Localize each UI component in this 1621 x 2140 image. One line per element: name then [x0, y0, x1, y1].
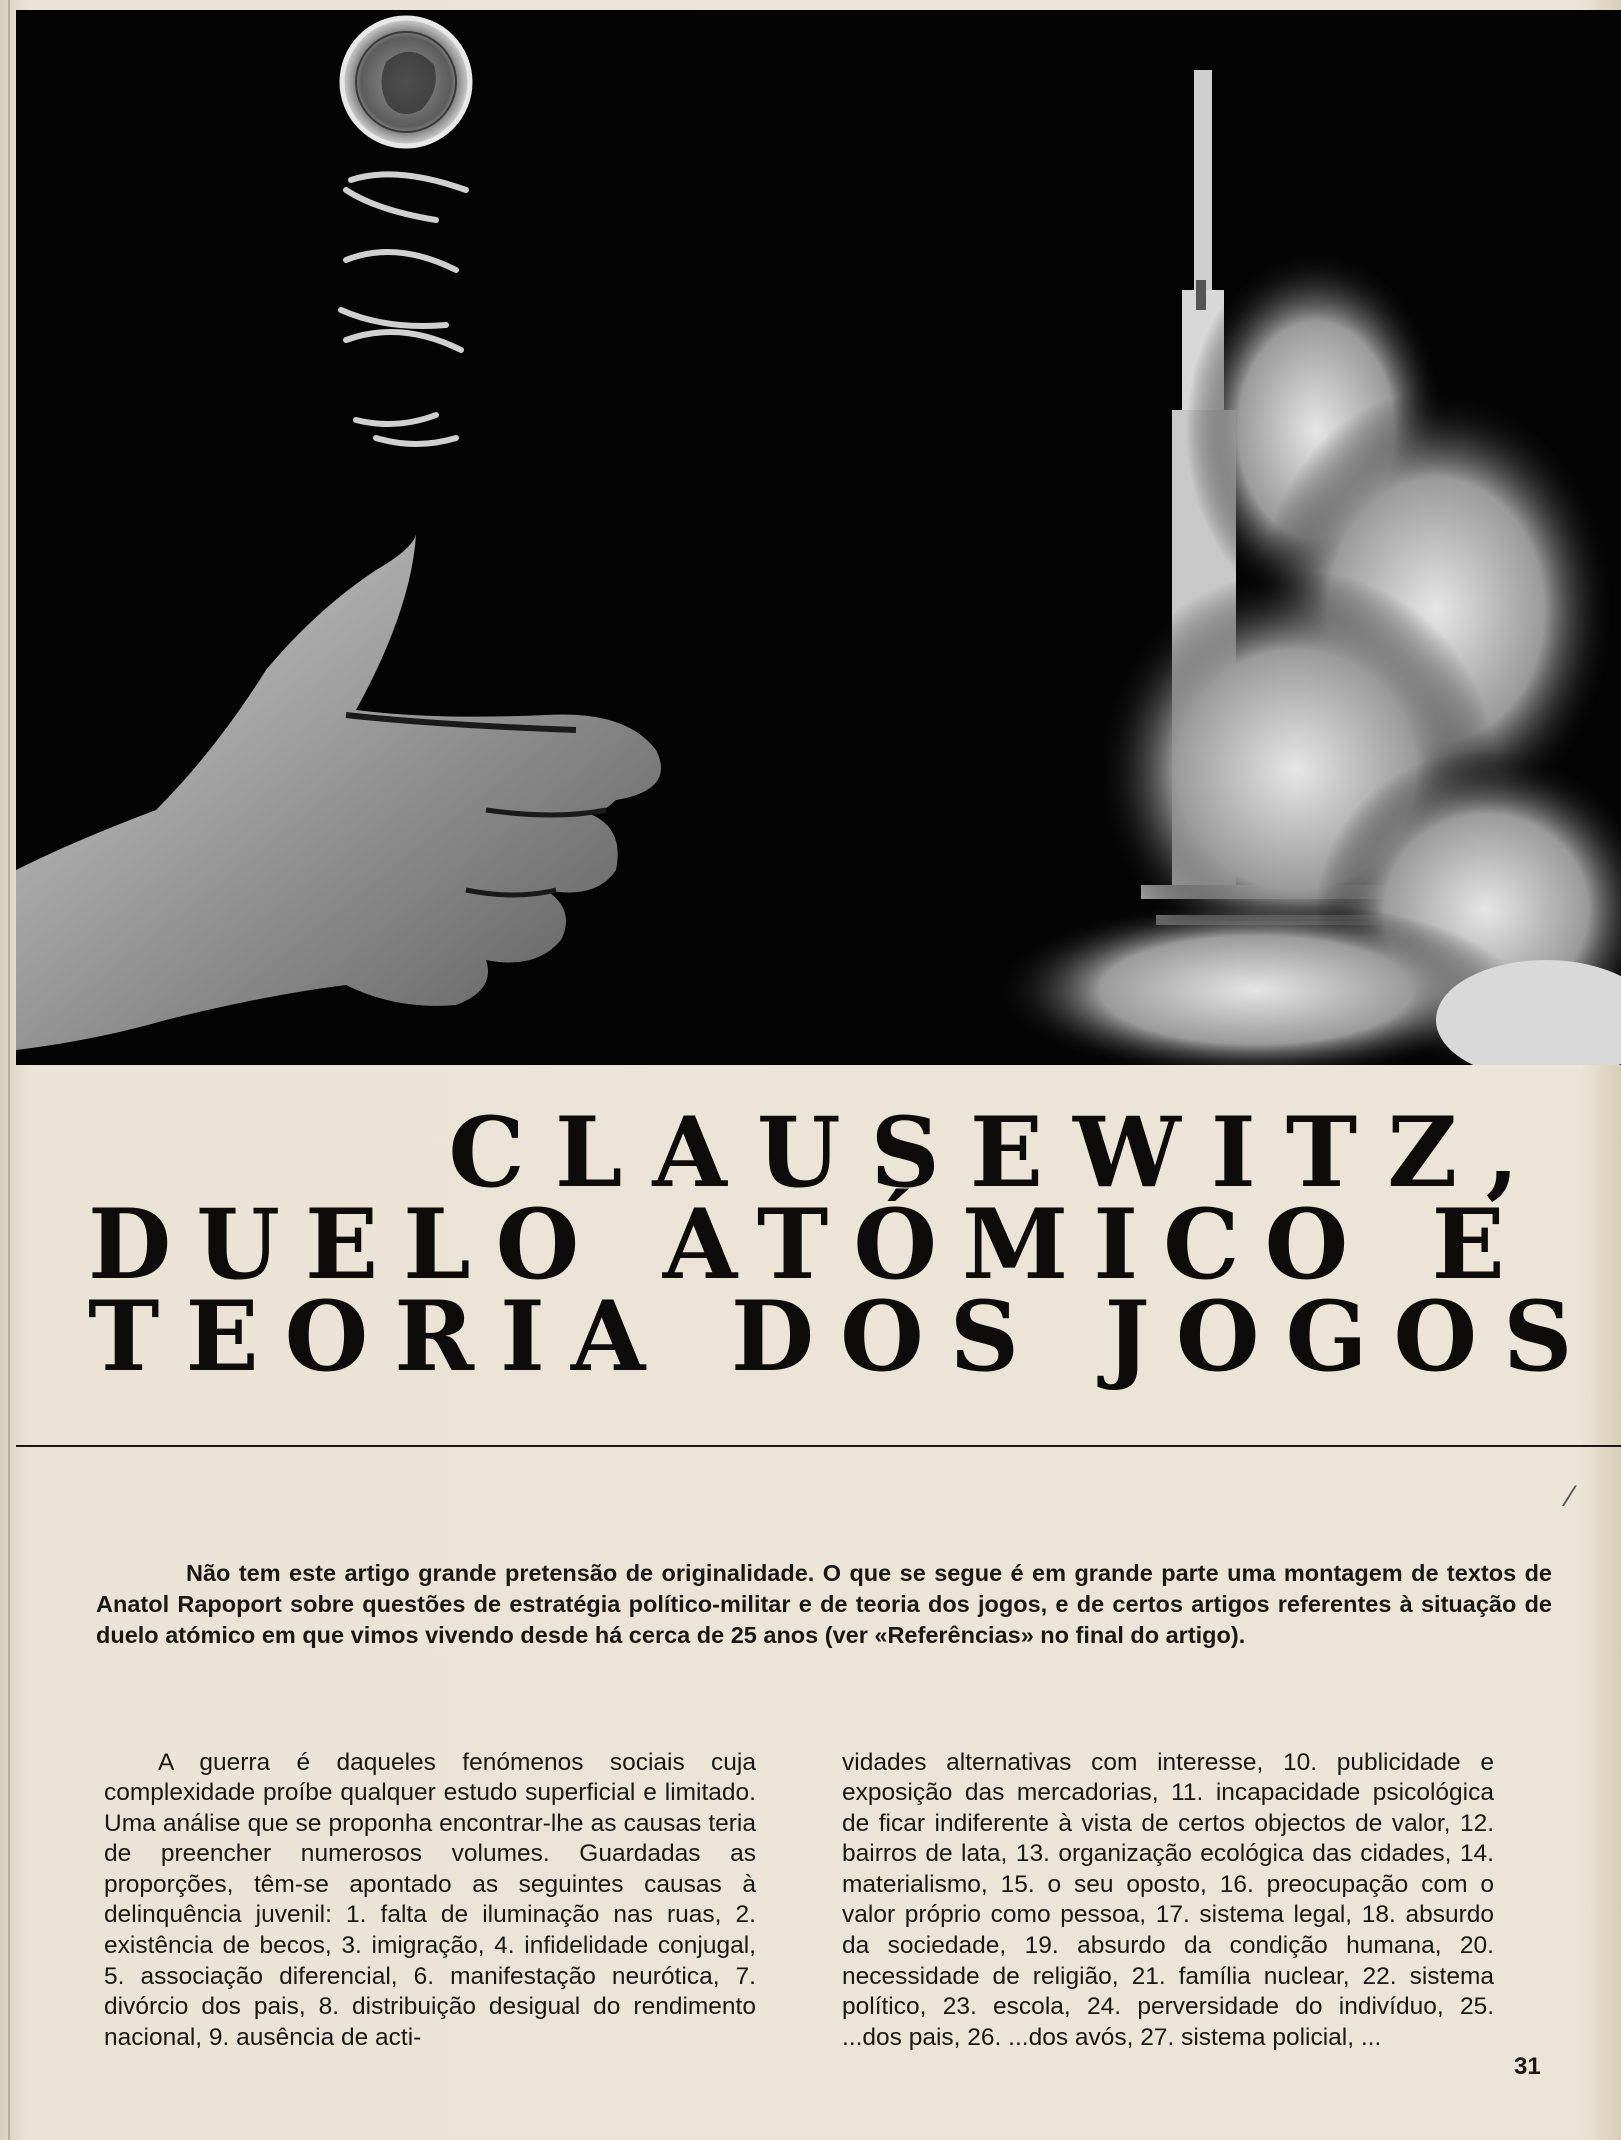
launch-smoke	[996, 250, 1621, 1065]
page-number: 31	[1514, 2053, 1541, 2080]
stray-mark: ⁄	[1568, 1480, 1574, 1513]
title-line-1: CLAUSEWITZ,	[448, 1096, 1549, 1209]
hero-photo	[16, 10, 1621, 1065]
hand-silhouette	[16, 535, 661, 1050]
title-line-2: DUELO ATÓMICO E	[88, 1188, 1530, 1301]
body-column-2: vidades alternativas com interesse, 10. publicidade e exposição das mercadorias, 11. incapacidade psicológica de ficar indiferente à vista de certos objectos de valor, 12. bairros de lata, 13. organização ecológica das cidades, 14. materialismo, 15. o seu oposto, 16. preocupação com o valor próprio como pessoa, 17. sistema legal, 18. absurdo da sociedade, 19. absurdo da condição humana, 20. necessidade de religião, 21. família nuclear, 22. sistema político, 23. escola, 24. perversidade do indivíduo, 25. ...dos pais, 26. ...dos avós, 27. sistema policial, ...	[842, 1748, 1494, 2051]
body-column-1: A guerra é daqueles fenómenos sociais cuja complexidade proíbe qualquer estudo superficial e limitado. Uma análise que se proponha encontrar-lhe as causas teria de preencher numerosos volumes. Guardadas as proporções, têm-se apontado as seguintes causas à delinquência juvenil: 1. falta de iluminação nas ruas, 2. existência de becos, 3. imigração, 4. infidelidade conjugal, 5. associação diferencial, 6. manifestação neurótica, 7. divórcio dos pais, 8. distribuição desigual do rendimento nacional, 9. ausência de acti-	[104, 1748, 756, 2051]
coin-icon	[342, 18, 470, 146]
title-line-3: TEORIA DOS JOGOS	[88, 1280, 1599, 1393]
divider-rule	[16, 1445, 1621, 1447]
page-edge	[8, 0, 10, 2140]
intro-paragraph: Não tem este artigo grande pretensão de originalidade. O que se segue é em grande parte uma montagem de textos de Anatol Rapoport sobre questões de estratégia político-militar e de teoria dos jogos, e de certos artigos referentes à situação de duelo atómico em que vimos vivendo desde há cerca de 25 anos (ver «Referências» no final do artigo).	[96, 1559, 1552, 1648]
coin-motion-streaks	[341, 174, 466, 444]
